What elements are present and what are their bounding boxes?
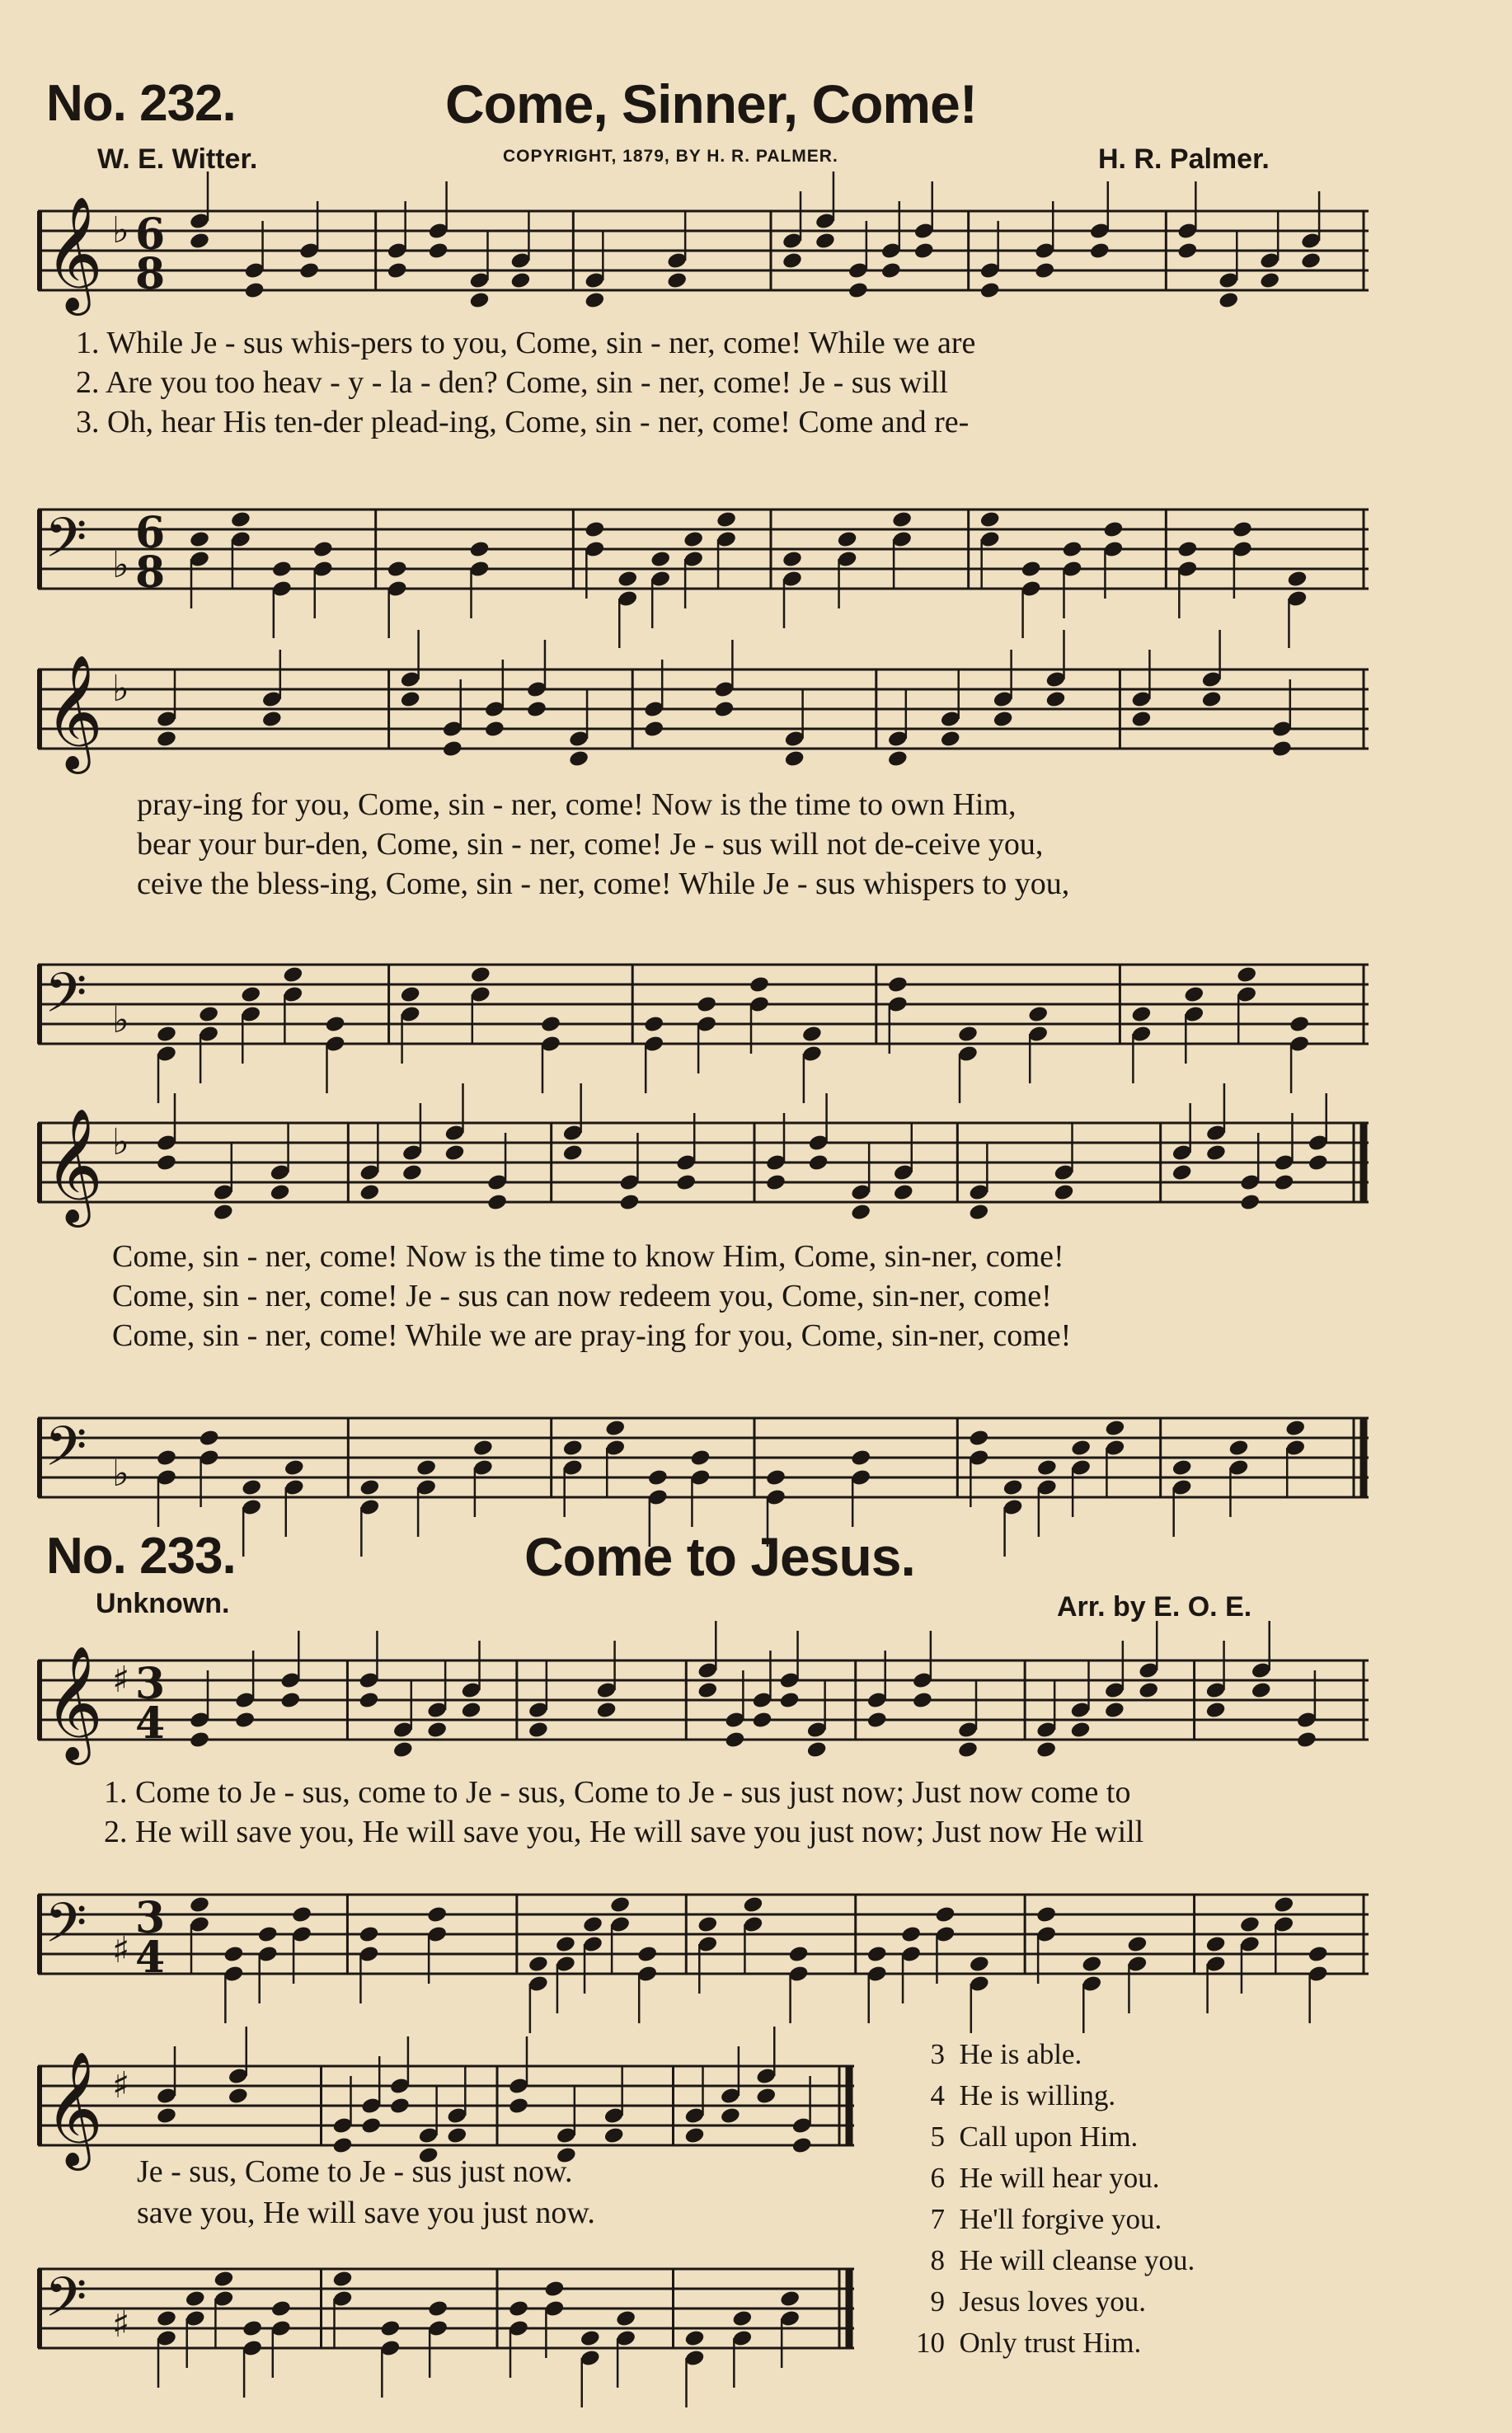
svg-text:𝄢: 𝄢 [45,1891,87,1968]
svg-text:6: 6 [135,508,166,558]
lyric-line: 3. Oh, hear His ten-der plead-ing, Come, sin - ner, come! Come and re- [76,405,970,439]
svg-text:4: 4 [135,1698,166,1749]
lyric-line: pray-ing for you, Come, sin - ner, come! Now is the time to own Him, [137,787,1017,822]
svg-text:♭: ♭ [112,1121,129,1163]
lyric-line: 1. Come to Je - sus, come to Je - sus, Come to Je - sus just now; Just now come to [104,1775,1131,1810]
lyric-line: bear your bur-den, Come, sin - ner, come! Je - sus will not de-ceive you, [137,827,1044,862]
svg-text:𝄞: 𝄞 [45,655,103,769]
composer-credit: H. R. Palmer. [1098,143,1270,175]
treble-staff [38,646,1369,803]
bass-staff [38,493,1369,625]
lyric-line: Come, sin - ner, come! Je - sus can now redeem you, Come, sin-ner, come! [112,1279,1052,1313]
lyric-line: Come, sin - ner, come! Now is the time to know Him, Come, sin-ner, come! [112,1239,1064,1274]
svg-text:𝄢: 𝄢 [45,1415,87,1491]
bass-staff [38,1878,1369,2010]
svg-text:♯: ♯ [112,1659,130,1701]
svg-text:♭: ♭ [112,544,129,586]
hymn-title: Come, Sinner, Come! [445,73,977,134]
svg-text:𝄞: 𝄞 [45,1646,103,1760]
hymn-number: No. 232. [46,75,236,132]
copyright-notice: COPYRIGHT, 1879, BY H. R. PALMER. [503,147,838,166]
svg-text:♯: ♯ [112,1929,130,1971]
svg-text:𝄞: 𝄞 [45,1108,103,1223]
author-credit: Unknown. [96,1588,230,1619]
svg-text:4: 4 [135,1933,166,1983]
svg-text:♯: ♯ [112,2304,130,2346]
svg-text:𝄢: 𝄢 [45,506,87,583]
lyric-line: save you, He will save you just now. [137,2196,595,2230]
svg-text:♭: ♭ [112,1453,129,1495]
author-credit: W. E. Witter. [97,143,258,175]
svg-text:6: 6 [135,209,166,260]
bass-staff [38,948,1369,1080]
verse-item: 7 He'll forgive you. [930,2203,1162,2235]
svg-text:𝄢: 𝄢 [45,2266,87,2342]
verse-item: 3 He is able. [930,2038,1082,2070]
verse-item: 10 Only trust Him. [916,2327,1142,2359]
lyric-line: 2. Are you too heav - y - la - den? Come, sin - ner, come! Je - sus will [76,365,948,400]
lyric-line: 2. He will save you, He will save you, He will save you just now; Just now He will [104,1815,1144,1849]
bass-staff [38,1402,1369,1534]
svg-text:8: 8 [135,547,166,598]
svg-text:𝄞: 𝄞 [45,2051,103,2166]
treble-staff [38,1637,1369,1794]
svg-text:𝄞: 𝄞 [45,196,103,311]
svg-text:𝄢: 𝄢 [45,961,87,1038]
lyric-line: 1. While Je - sus whis-pers to you, Come, sin - ner, come! While we are [76,326,976,360]
svg-text:3: 3 [135,1893,166,1943]
lyric-line: Come, sin - ner, come! While we are pray-ing for you, Come, sin-ner, come! [112,1318,1072,1353]
hymn-number: No. 233. [46,1528,236,1585]
svg-text:♭: ♭ [112,209,129,251]
treble-staff [38,1100,1369,1256]
arranger-credit: Arr. by E. O. E. [1057,1591,1252,1623]
hymn-title: Come to Jesus. [524,1526,915,1587]
svg-text:♭: ♭ [112,668,129,710]
bass-staff [38,2252,854,2384]
svg-text:♯: ♯ [112,2064,130,2107]
svg-text:♭: ♭ [112,999,129,1041]
svg-text:3: 3 [135,1659,166,1709]
extra-verses-list [902,2038,1195,2368]
lyric-line: Je - sus, Come to Je - sus just now. [137,2154,573,2189]
svg-text:8: 8 [135,249,166,299]
verse-item: 6 He will hear you. [930,2162,1160,2194]
verse-item: 5 Call upon Him. [930,2121,1139,2153]
lyric-line: ceive the bless-ing, Come, sin - ner, come! While Je - sus whispers to you, [137,867,1070,901]
verse-item: 8 He will cleanse you. [930,2244,1195,2276]
verse-item: 4 He is willing. [930,2079,1116,2111]
verse-item: 9 Jesus loves you. [930,2285,1147,2318]
